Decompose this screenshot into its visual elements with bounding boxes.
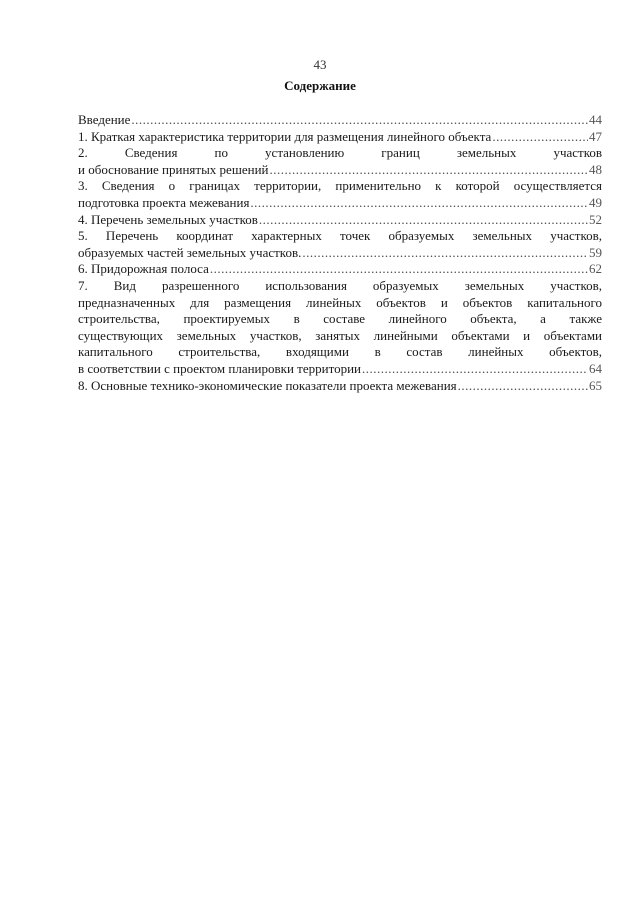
toc-line bbox=[78, 278, 602, 295]
toc-page-number: 65 bbox=[589, 377, 602, 393]
toc-entry[interactable] bbox=[78, 228, 602, 261]
toc-line bbox=[78, 178, 602, 195]
dot-leader bbox=[259, 212, 588, 229]
toc-page-number: 49 bbox=[589, 194, 602, 210]
dot-leader bbox=[362, 361, 588, 378]
toc-entry-text: 3. Сведения о границах территории, применительно к которой осуществляется bbox=[78, 178, 602, 194]
table-of-contents bbox=[78, 112, 602, 394]
toc-line bbox=[78, 112, 602, 129]
toc-entry-text: капитального строительства, входящими в состав линейных объектов, bbox=[78, 344, 602, 360]
toc-line bbox=[78, 311, 602, 328]
toc-line bbox=[78, 145, 602, 162]
toc-line bbox=[78, 361, 602, 378]
toc-line bbox=[78, 228, 602, 245]
dot-leader bbox=[492, 129, 588, 146]
toc-page-number: 44 bbox=[589, 112, 602, 127]
toc-entry-text: Введение bbox=[78, 112, 131, 127]
dot-leader bbox=[302, 245, 588, 262]
toc-entry-text: подготовка проекта межевания bbox=[78, 194, 250, 210]
toc-entry-text: 1. Краткая характеристика территории для размещения линейного объекта bbox=[78, 128, 492, 144]
toc-entry-text: образуемых частей земельных участков. bbox=[78, 244, 302, 260]
toc-entry-text: предназначенных для размещения линейных объектов и объектов капитального bbox=[78, 294, 602, 310]
toc-entry[interactable] bbox=[78, 112, 602, 129]
toc-line bbox=[78, 328, 602, 345]
toc-entry[interactable] bbox=[78, 261, 602, 278]
dot-leader bbox=[210, 261, 588, 278]
toc-entry[interactable] bbox=[78, 145, 602, 178]
toc-entry-text: строительства, проектируемых в составе линейного объекта, а также bbox=[78, 311, 602, 327]
page-title: Содержание bbox=[284, 78, 356, 93]
toc-entry-text: 8. Основные технико-экономические показатели проекта межевания bbox=[78, 377, 457, 393]
toc-entry-text: 5. Перечень координат характерных точек образуемых земельных участков, bbox=[78, 228, 602, 244]
toc-page-number: 52 bbox=[589, 211, 602, 227]
toc-line bbox=[78, 378, 602, 395]
toc-line bbox=[78, 261, 602, 278]
toc-line bbox=[78, 245, 602, 262]
toc-entry-text: 6. Придорожная полоса bbox=[78, 261, 209, 277]
toc-page-number: 64 bbox=[589, 360, 602, 376]
toc-line bbox=[78, 129, 602, 146]
toc-line bbox=[78, 344, 602, 361]
toc-line bbox=[78, 195, 602, 212]
toc-page-number: 59 bbox=[589, 244, 602, 260]
toc-entry-text: 4. Перечень земельных участков bbox=[78, 211, 258, 227]
toc-page-number: 48 bbox=[589, 161, 602, 177]
toc-entry[interactable] bbox=[78, 212, 602, 229]
toc-entry-text: в соответствии с проектом планировки территории bbox=[78, 360, 362, 376]
toc-line bbox=[78, 212, 602, 229]
dot-leader bbox=[250, 195, 588, 212]
toc-entry-text: существующих земельных участков, занятых линейными объектами и объектами bbox=[78, 327, 602, 343]
toc-line bbox=[78, 162, 602, 179]
toc-entry[interactable] bbox=[78, 178, 602, 211]
toc-page-number: 62 bbox=[589, 261, 602, 277]
toc-entry-text: 2. Сведения по установлению границ земельных участков bbox=[78, 145, 602, 161]
toc-line bbox=[78, 295, 602, 312]
toc-entry-text: и обоснование принятых решений bbox=[78, 161, 269, 177]
dot-leader bbox=[269, 162, 588, 179]
toc-entry[interactable] bbox=[78, 378, 602, 395]
dot-leader bbox=[458, 378, 588, 395]
dot-leader bbox=[131, 112, 588, 129]
page-number: 43 bbox=[313, 57, 327, 72]
toc-page-number: 47 bbox=[589, 128, 602, 144]
toc-entry[interactable] bbox=[78, 129, 602, 146]
toc-entry-text: 7. Вид разрешенного использования образуемых земельных участков, bbox=[78, 277, 602, 293]
toc-entry[interactable] bbox=[78, 278, 602, 378]
